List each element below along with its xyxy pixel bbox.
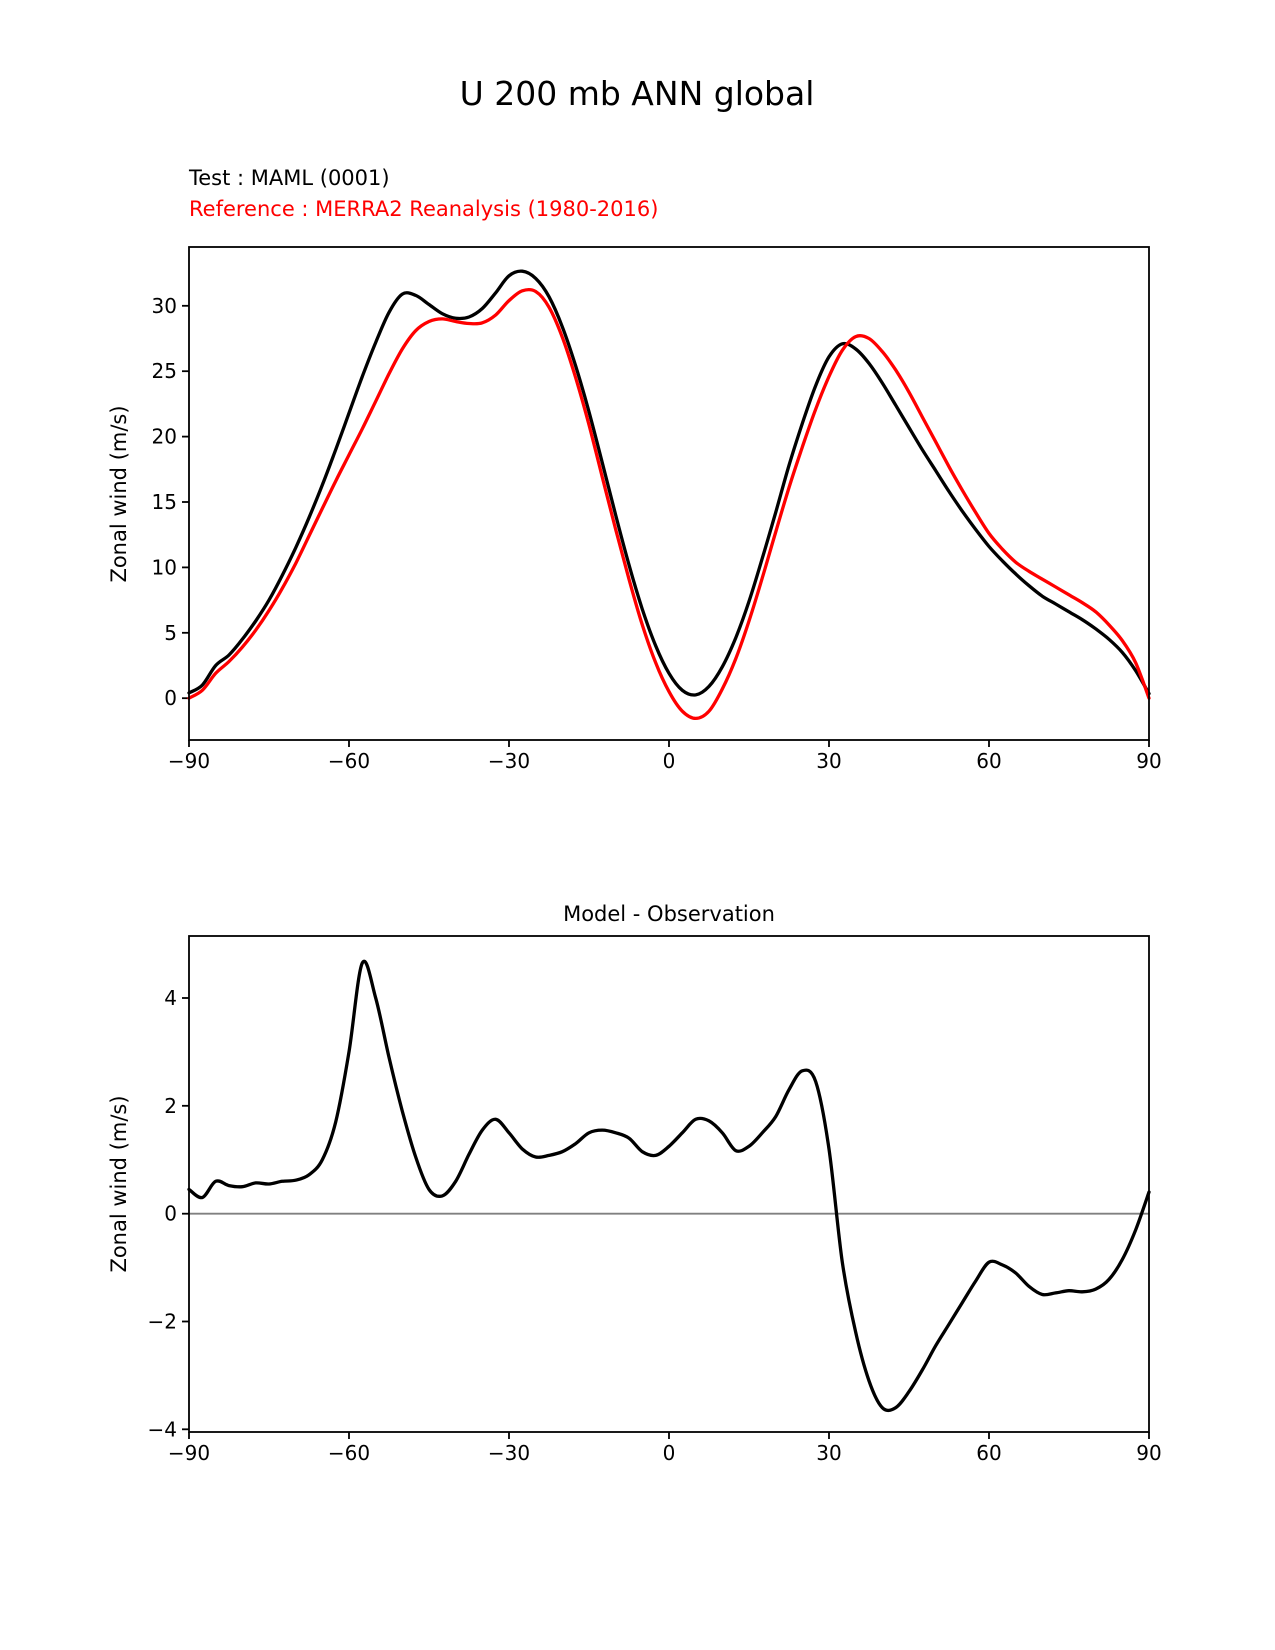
x-tick-label: 90 xyxy=(1136,749,1162,773)
x-tick-label: 30 xyxy=(816,1441,842,1465)
y-tick-label: 20 xyxy=(151,424,177,449)
y-tick-label: −2 xyxy=(147,1309,177,1334)
y-tick-label: 25 xyxy=(151,359,177,384)
top-y-axis-label: Zonal wind (m/s) xyxy=(107,405,131,583)
x-tick-label: 0 xyxy=(662,1441,676,1465)
y-tick-label: 15 xyxy=(151,490,177,514)
test-annotation: Test : MAML (0001) xyxy=(189,166,390,190)
x-tick-label: −90 xyxy=(167,1441,211,1465)
y-tick-label: −4 xyxy=(147,1417,177,1442)
x-tick-label: 0 xyxy=(662,749,676,773)
x-tick-label: 60 xyxy=(976,749,1002,773)
y-tick-label: 0 xyxy=(164,686,177,711)
bottom-axes xyxy=(148,936,1162,1465)
reference-annotation: Reference : MERRA2 Reanalysis (1980-2016) xyxy=(189,197,659,221)
series-line-difference xyxy=(189,961,1149,1410)
series-line-reference xyxy=(189,290,1149,719)
figure-title: U 200 mb ANN global xyxy=(459,74,815,113)
y-tick-label: 4 xyxy=(164,986,177,1010)
x-tick-label: −90 xyxy=(167,749,211,773)
x-tick-label: 60 xyxy=(976,1441,1002,1465)
x-tick-label: −30 xyxy=(487,1441,531,1465)
x-tick-label: −30 xyxy=(487,749,531,773)
bottom-chart-title: Model - Observation xyxy=(563,902,775,926)
top-axes xyxy=(152,247,1162,773)
x-tick-label: 90 xyxy=(1136,1441,1162,1465)
x-tick-label: −60 xyxy=(327,1441,371,1465)
y-tick-label: 30 xyxy=(151,293,177,318)
plot-border xyxy=(189,936,1149,1432)
x-tick-label: −60 xyxy=(327,749,371,773)
y-tick-label: 0 xyxy=(164,1201,177,1226)
y-tick-label: 2 xyxy=(164,1093,177,1118)
x-tick-label: 30 xyxy=(816,749,842,773)
plot-border xyxy=(189,247,1149,740)
bottom-y-axis-label: Zonal wind (m/s) xyxy=(107,1095,131,1273)
y-tick-label: 5 xyxy=(164,620,177,645)
y-tick-label: 10 xyxy=(151,555,177,580)
